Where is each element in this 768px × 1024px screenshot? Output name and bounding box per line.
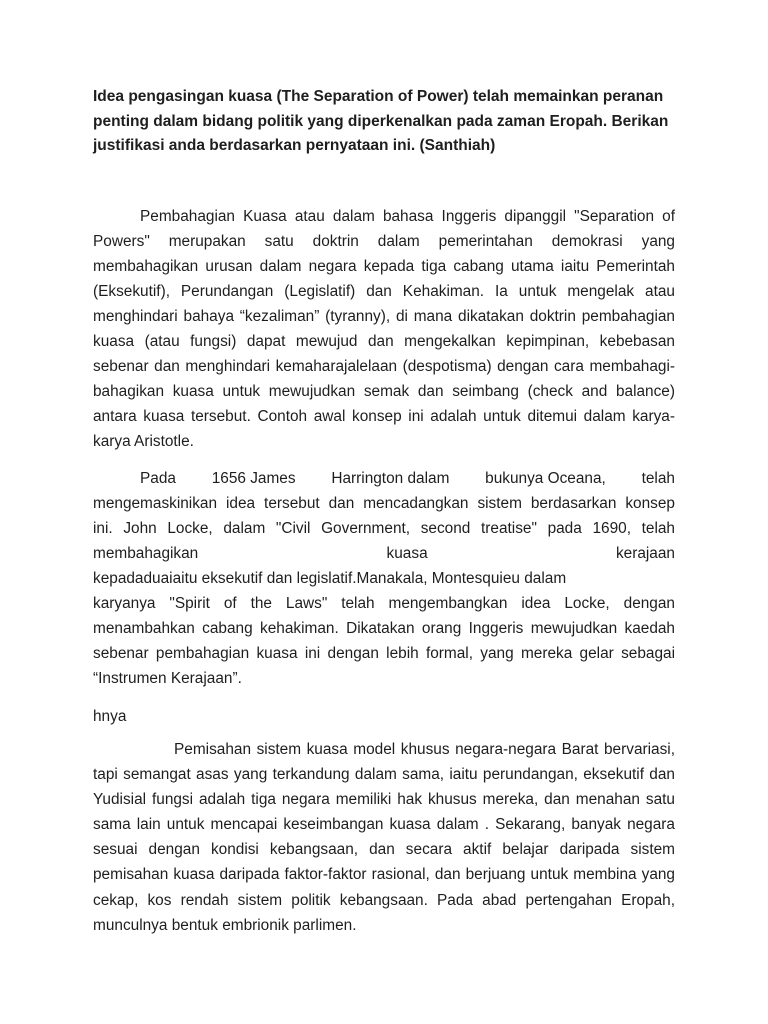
- text-line: kuasa (atau fungsi) dapat mewujud dan mengekalkan kepimpinan, kebebasan: [93, 332, 675, 350]
- text-line: karya Aristotle.: [93, 433, 194, 451]
- text-line: “Instrumen Kerajaan”.: [93, 670, 242, 688]
- text-segment: Pada: [140, 469, 176, 487]
- text-segment: bukunya Oceana,: [485, 469, 606, 487]
- text-line: cekap, kos rendah sistem politik kebangsaan. Pada abad pertengahan Eropah,: [93, 891, 675, 909]
- paragraph-separation-of-powers: [93, 204, 675, 455]
- heading-line: penting dalam bidang politik yang diperkenalkan pada zaman Eropah. Berikan: [93, 112, 669, 130]
- text-line: karyanya "Spirit of the Laws" telah mengembangkan idea Locke, dengan: [93, 594, 675, 612]
- paragraph-modern-practice: [93, 737, 675, 939]
- text-line: menambahkan cabang kehakiman. Dikatakan orang Inggeris mewujudkan kaedah: [93, 620, 675, 638]
- text-line: menghindari bahaya “kezaliman” (tyranny), di mana dikatakan doktrin pembahagian: [93, 307, 675, 325]
- text-line: sama lain untuk mencapai keseimbangan kuasa dalam . Sekarang, banyak negara: [93, 816, 675, 834]
- text-line: (Eksekutif), Perundangan (Legislatif) dan Kehakiman. Ia untuk mengelak atau: [93, 282, 675, 300]
- text-line: hnya: [93, 707, 127, 725]
- text-line: kepadaduaiaitu eksekutif dan legislatif.Manakala, Montesquieu dalam: [93, 569, 567, 587]
- text-line: sebenar pembahagian kuasa ini dengan lebih formal, yang mereka gelar sebagai: [93, 645, 675, 663]
- text-line: tapi semangat asas yang terkandung dalam sama, iaitu perundangan, eksekutif dan: [93, 765, 675, 783]
- text-line: pemisahan kuasa daripada faktor-faktor rasional, dan berjuang untuk membina yang: [93, 866, 675, 884]
- text-line: Yudisial fungsi adalah tiga negara memiliki hak khusus mereka, dan menahan satu: [93, 790, 675, 808]
- text-segment: 1656 James: [211, 469, 296, 487]
- text-line: [93, 466, 675, 491]
- text-line: munculnya bentuk embrionik parlimen.: [93, 916, 357, 934]
- text-line: membahagikan kuasa kerajaan: [93, 544, 675, 562]
- text-line: membahagikan urusan dalam negara kepada tiga cabang utama iaitu Pemerintah: [93, 257, 675, 275]
- text-line: Powers" merupakan satu doktrin dalam pemerintahan demokrasi yang: [93, 232, 675, 250]
- text-segment: telah: [641, 469, 675, 487]
- text-line: Pembahagian Kuasa atau dalam bahasa Inggeris dipanggil "Separation of: [140, 207, 675, 225]
- text-line: sebenar dan menghindari kemaharajalelaan (despotisma) dengan cara membahagi-: [93, 358, 675, 376]
- text-line: bahagikan kuasa untuk mewujudkan semak dan seimbang (check and balance): [93, 383, 675, 401]
- paragraph-history: [93, 466, 675, 692]
- heading-line: Idea pengasingan kuasa (The Separation of Power) telah memainkan peranan: [93, 88, 664, 105]
- text-line: Pemisahan sistem kuasa model khusus negara-negara Barat bervariasi,: [174, 740, 675, 758]
- paragraph-stray-text: [93, 704, 675, 729]
- text-line: antara kuasa tersebut. Contoh awal konsep ini adalah untuk ditemui dalam karya-: [93, 408, 675, 426]
- text-segment: Harrington dalam: [331, 469, 450, 487]
- heading-line: justifikasi anda berdasarkan pernyataan ini. (Santhiah): [93, 137, 496, 154]
- question-heading: [93, 85, 675, 159]
- text-line: mengemaskinikan idea tersebut dan mencadangkan sistem berdasarkan konsep: [93, 494, 675, 512]
- text-line: ini. John Locke, dalam "Civil Government, second treatise" pada 1690, telah: [93, 519, 675, 537]
- text-line: sesuai dengan kondisi kebangsaan, dan secara aktif belajar daripada sistem: [93, 841, 675, 859]
